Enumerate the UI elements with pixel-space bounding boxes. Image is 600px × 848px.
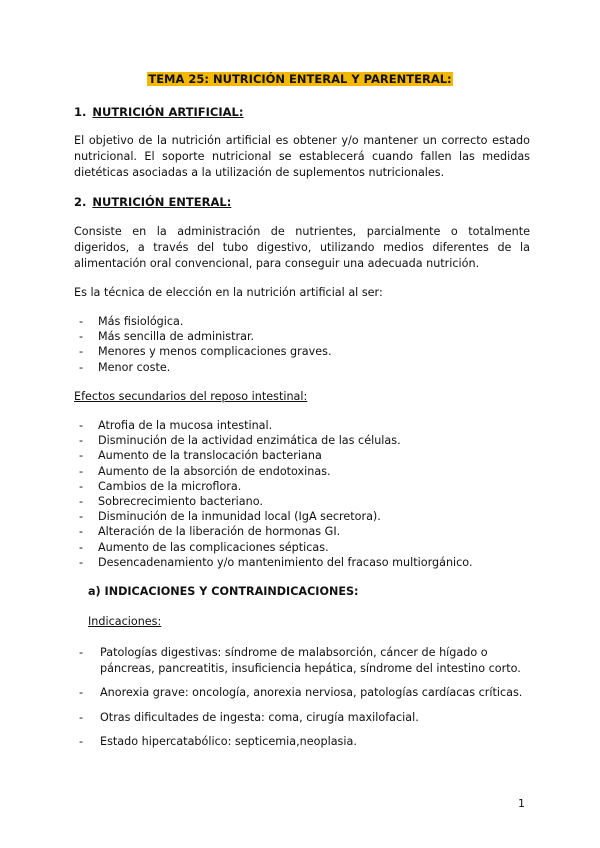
- list-item: - Aumento de la absorción de endotoxinas.: [74, 464, 473, 479]
- section-1-label: NUTRICIÓN ARTIFICIAL:: [92, 105, 244, 119]
- technique-intro: Es la técnica de elección en la nutrición artificial al ser:: [74, 286, 383, 299]
- list-item: - Sobrecrecimiento bacteriano.: [74, 494, 473, 509]
- list-item: - Aumento de la translocación bacteriana: [74, 448, 473, 463]
- list-item: - Anorexia grave: oncología, anorexia nerviosa, patologías cardíacas críticas.: [74, 685, 534, 701]
- section-2-label: NUTRICIÓN ENTERAL:: [92, 195, 232, 209]
- section-2-heading: [74, 195, 231, 209]
- list-item: - Más fisiológica.: [74, 314, 332, 329]
- indications-heading: Indicaciones:: [88, 615, 162, 628]
- list-item: - Disminución de la inmunidad local (IgA secretora).: [74, 509, 473, 524]
- advantages-list: [74, 314, 332, 375]
- list-item: - Más sencilla de administrar.: [74, 329, 332, 344]
- list-item: - Menor coste.: [74, 360, 332, 375]
- list-item: - Otras dificultades de ingesta: coma, cirugía maxilofacial.: [74, 710, 534, 726]
- page-number: 1: [518, 797, 525, 810]
- list-item: - Menores y menos complicaciones graves.: [74, 344, 332, 359]
- list-item: - Patologías digestivas: síndrome de malabsorción, cáncer de hígado o páncreas, pancreatitis, insuficiencia hepática, síndrome del intestino corto.: [74, 645, 534, 676]
- subsection-a-heading: a) INDICACIONES Y CONTRAINDICACIONES:: [88, 585, 359, 598]
- list-item: - Disminución de la actividad enzimática de las células.: [74, 433, 473, 448]
- side-effects-heading: Efectos secundarios del reposo intestinal:: [74, 390, 308, 403]
- list-item: - Desencadenamiento y/o mantenimiento del fracaso multiorgánico.: [74, 555, 473, 570]
- list-item: - Alteración de la liberación de hormonas GI.: [74, 524, 473, 539]
- section-2-paragraph: Consiste en la administración de nutrientes, parcialmente o totalmente digeridos, a través del tubo digestivo, utilizando medios diferentes de la alimentación oral convencional, para conseguir una adecuada nutrición.: [74, 225, 530, 270]
- section-1-heading: [74, 105, 243, 119]
- list-item: - Estado hipercatabólico: septicemia,neoplasia.: [74, 734, 534, 750]
- page-title: TEMA 25: NUTRICIÓN ENTERAL Y PARENTERAL:: [148, 72, 452, 86]
- indications-list: [74, 645, 534, 759]
- side-effects-list: [74, 418, 473, 570]
- list-item: - Cambios de la microflora.: [74, 479, 473, 494]
- list-item: - Atrofia de la mucosa intestinal.: [74, 418, 473, 433]
- section-1-number: 1.: [74, 105, 87, 119]
- list-item: - Aumento de las complicaciones sépticas.: [74, 540, 473, 555]
- section-1-paragraph: El objetivo de la nutrición artificial es obtener y/o mantener un correcto estado nutricional. El soporte nutricional se establecerá cuando fallen las medidas dietéticas asociadas a la utilización de suplementos nutricionales.: [74, 134, 530, 179]
- section-2-number: 2.: [74, 195, 87, 209]
